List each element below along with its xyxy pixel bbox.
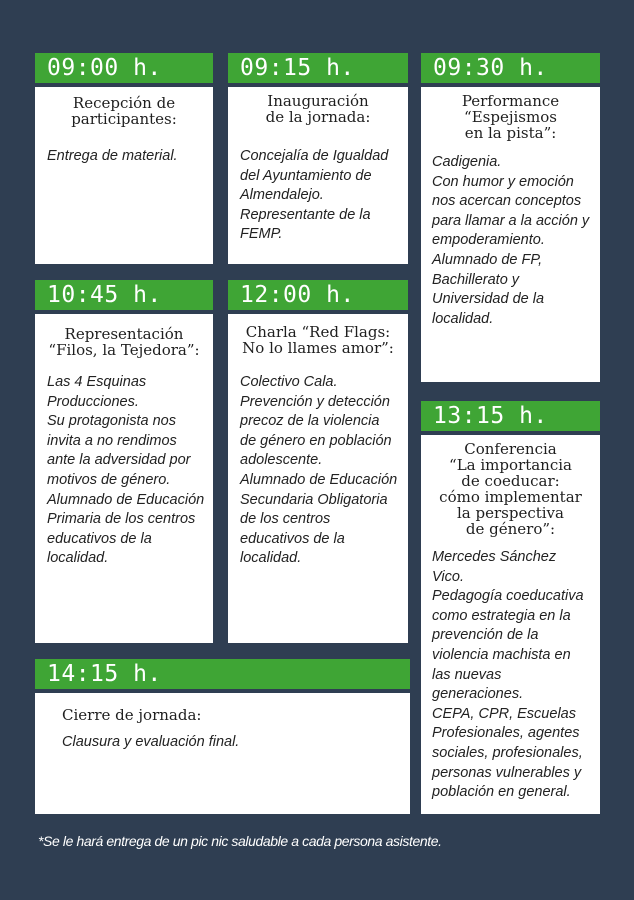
session-body — [35, 314, 213, 643]
session-title: Performance “Espejismos en la pista”: — [461, 92, 560, 142]
footnote: *Se le hará entrega de un pic nic saludable a cada persona asistente. — [38, 833, 442, 849]
session-body — [421, 87, 600, 382]
session-time: 14:15 h. — [35, 659, 410, 689]
session-title: Representación “Filos, la Tejedora”: — [48, 325, 200, 359]
session-description: Concejalía de Igualdad del Ayuntamiento de Almendalejo. Representante de la FEMP. — [240, 148, 389, 243]
session-body — [228, 314, 408, 643]
session-card-1315 — [421, 401, 600, 814]
session-card-1415 — [35, 659, 410, 814]
session-card-1045 — [35, 280, 213, 643]
session-card-0900 — [35, 53, 213, 264]
session-description: Mercedes Sánchez Vico. Pedagogía coeducativa como estrategia en la prevención de la violencia machista en las nuevas generaciones. CEPA, CPR, Escuelas Profesionales, agentes sociales, profesionales, personas vulnerables y población en general. — [432, 549, 584, 801]
session-title: Recepción de participantes: — [71, 94, 177, 128]
session-description: Cadigenia. Con humor y emoción nos acercan conceptos para llamar a la acción y empoderamiento. Alumnado de FP, Bachillerato y Universidad de la localidad. — [432, 154, 590, 327]
session-title: Charla “Red Flags: No lo llames amor”: — [242, 323, 394, 357]
session-time: 09:00 h. — [35, 53, 213, 83]
session-time: 12:00 h. — [228, 280, 408, 310]
session-description: Colectivo Cala. Prevención y detección precoz de la violencia de género en población adolescente. Alumnado de Educación Secundaria Obligatoria de los centros educativos de la localidad. — [240, 374, 398, 567]
session-card-0915 — [228, 53, 408, 264]
session-title: Inauguración de la jornada: — [265, 92, 371, 126]
session-card-1200 — [228, 280, 408, 643]
session-body — [35, 693, 410, 814]
session-title: Conferencia “La importancia de coeducar: cómo implementar la perspectiva de género”: — [439, 440, 582, 538]
session-card-0930 — [421, 53, 600, 382]
session-time: 10:45 h. — [35, 280, 213, 310]
session-time: 13:15 h. — [421, 401, 600, 431]
session-description: Clausura y evaluación final. — [62, 734, 240, 750]
session-description: Entrega de material. — [47, 148, 178, 164]
session-description: Las 4 Esquinas Producciones. Su protagonista nos invita a no rendimos ante la adversidad por motivos de género. Alumnado de Educación Primaria de los centros educativos de la localidad. — [47, 374, 205, 567]
session-body — [228, 87, 408, 264]
session-body — [35, 87, 213, 264]
session-body — [421, 435, 600, 814]
session-time: 09:30 h. — [421, 53, 600, 83]
session-time: 09:15 h. — [228, 53, 408, 83]
session-title: Cierre de jornada: — [62, 706, 202, 724]
